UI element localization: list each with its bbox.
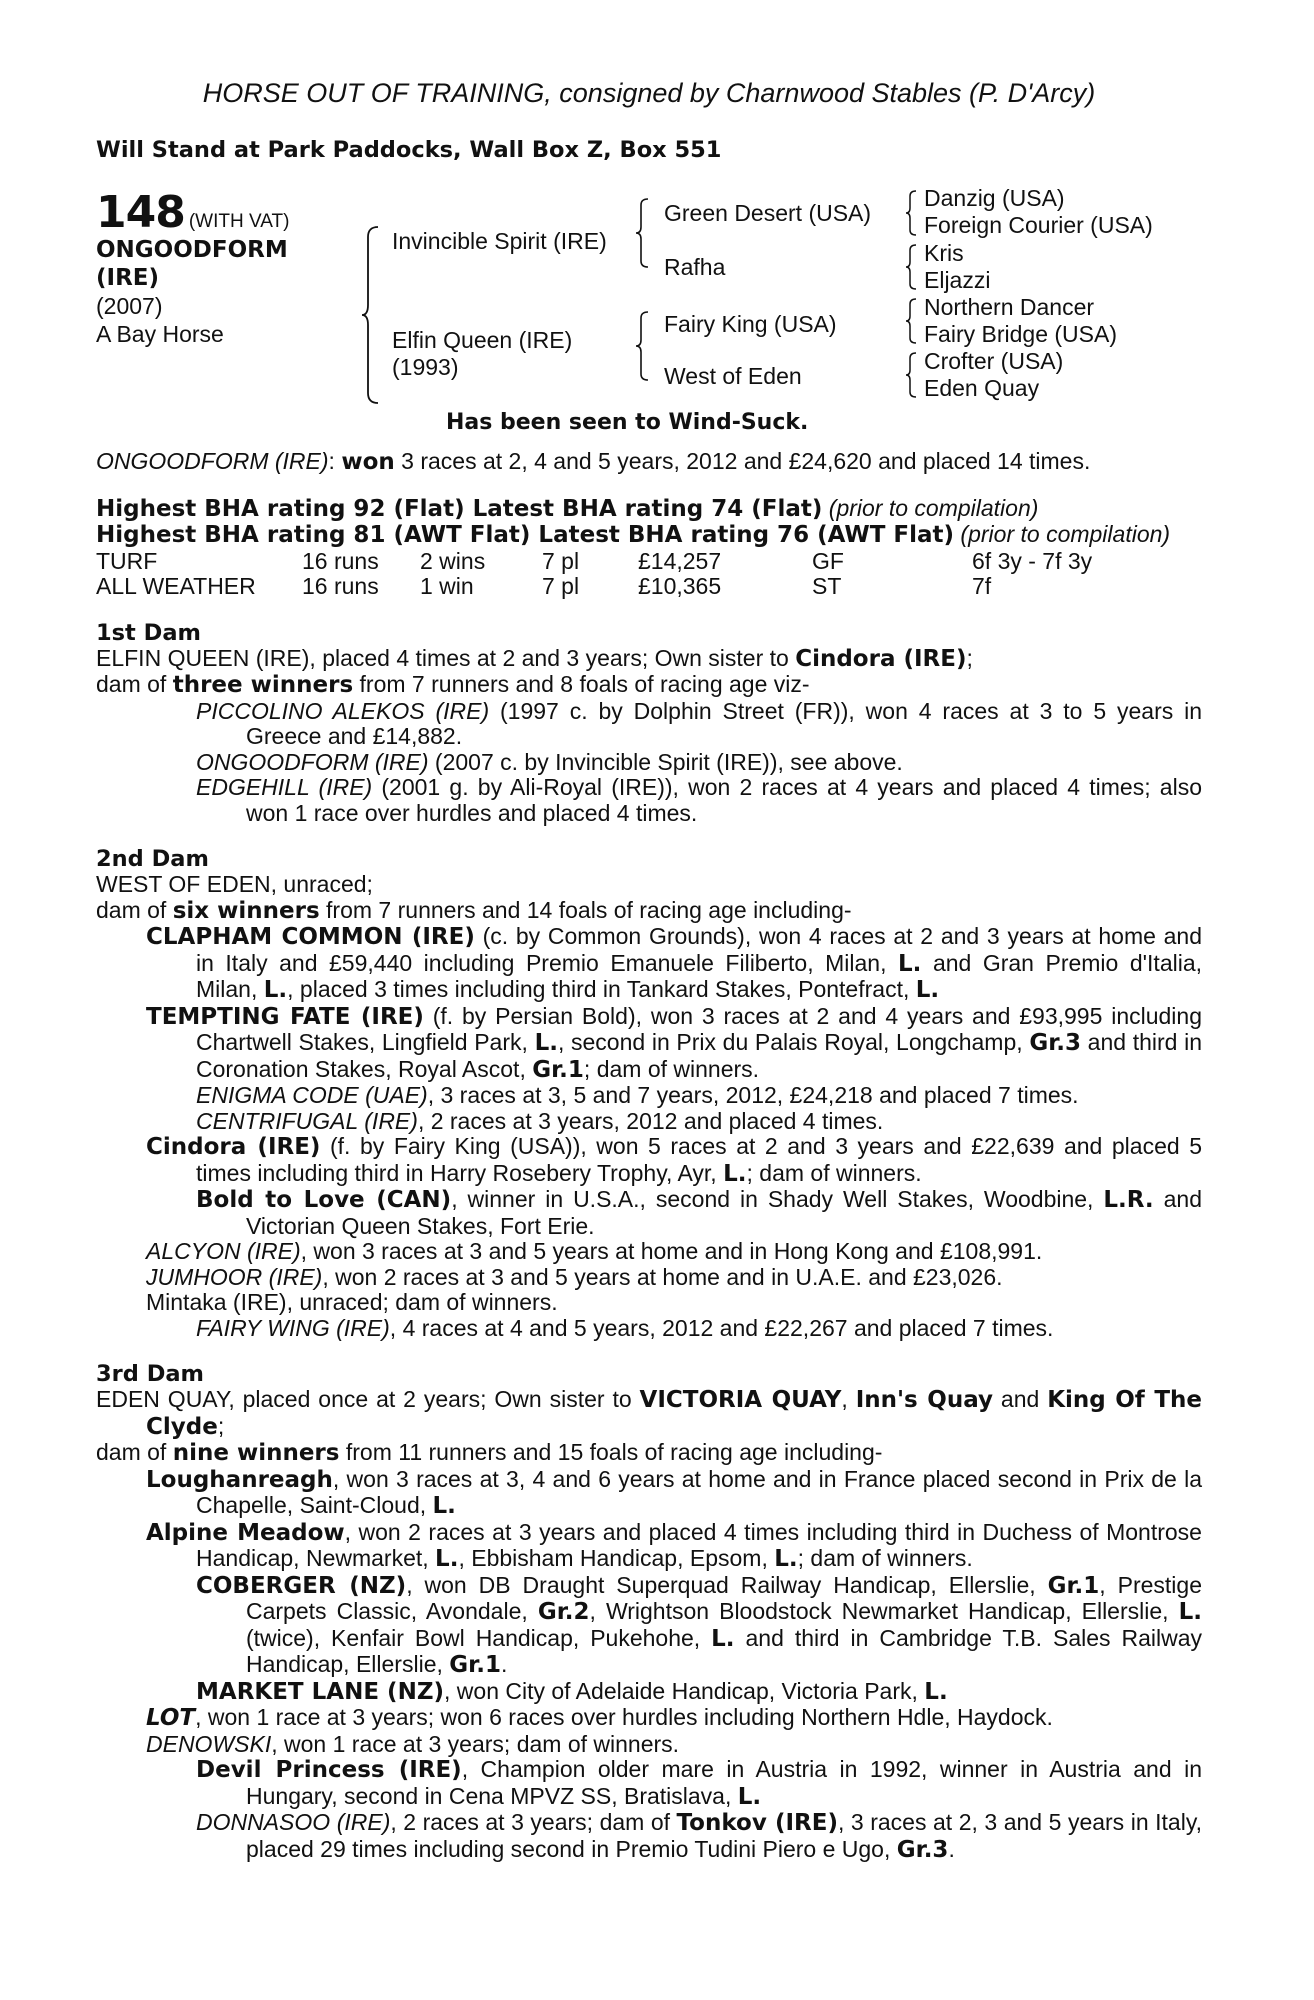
produce-mintaka: Mintaka (IRE), unraced; dam of winners. (146, 1289, 558, 1315)
produce-alpine-meadow: Alpine Meadow, won 2 races at 3 years and placed 4 times including third in Duchess of Montrose Handicap, Newmarket, L., Ebbisham Handicap, Epsom, L.; dam of winners. (146, 1518, 1202, 1572)
lot-number: 148 (96, 187, 185, 238)
pedigree-brace-ds (904, 297, 918, 345)
pedigree-brace-sd (904, 243, 918, 291)
produce-ongoodform: ONGOODFORM (IRE) (2007 c. by Invincible Spirit (IRE)), see above. (196, 748, 903, 775)
horse-description: A Bay Horse (96, 321, 224, 347)
pedigree-brace-ss (904, 189, 918, 237)
sire-dam-sire: Kris (924, 240, 964, 266)
dam-sire-sire: Northern Dancer (924, 294, 1095, 320)
produce-denowski: DENOWSKI, won 1 race at 3 years; dam of winners. (146, 1730, 680, 1757)
produce-enigma-code: ENIGMA CODE (UAE), 3 races at 3, 5 and 7 years, 2012, £24,218 and placed 7 times. (196, 1082, 1079, 1108)
dam-year: (1993) (392, 354, 459, 380)
dam-dam-dam: Eden Quay (924, 375, 1040, 401)
foaling-year: (2007) (96, 293, 163, 319)
second-dam-heading: 2nd Dam (96, 846, 209, 872)
windsuck-note: Has been seen to Wind-Suck. (446, 410, 809, 435)
produce-piccolino: PICCOLINO ALEKOS (IRE) (1997 c. by Dolphin Street (FR)), won 4 races at 3 to 5 years in Greece and £14,882. (196, 697, 1203, 749)
record-row-allweather: ALL WEATHER 16 runs 1 win 7 pl £10,365 ST 7f (96, 573, 992, 599)
sire-dam-dam: Eljazzi (924, 267, 991, 293)
stand-location: Will Stand at Park Paddocks, Wall Box Z, Box 551 (96, 137, 722, 163)
race-record-table (96, 549, 1202, 600)
rating-awt: Highest BHA rating 81 (AWT Flat) Latest BHA rating 76 (AWT Flat) (prior to compilation) (96, 521, 1171, 548)
produce-coberger: COBERGER (NZ), won DB Draught Superquad Railway Handicap, Ellerslie, Gr.1, Prestige Carpets Classic, Avondale, Gr.2, Wrightson Bloodstock Newmarket Handicap, Ellerslie, L. (twice), Kenfair Bowl Handicap, Pukehohe, L. and third in Cambridge T.B. Sales Railway Handicap, Ellerslie, Gr.1. (196, 1571, 1202, 1678)
horse-name: ONGOODFORM (96, 237, 288, 263)
dam-dam: West of Eden (664, 363, 802, 389)
sire-sire-dam: Foreign Courier (USA) (924, 212, 1153, 238)
first-dam-heading: 1st Dam (96, 619, 201, 646)
produce-jumhoor: JUMHOOR (IRE), won 2 races at 3 and 5 years at home and in U.A.E. and £23,026. (146, 1263, 1003, 1290)
horse-country: (IRE) (96, 265, 160, 291)
dam-dam-sire: Crofter (USA) (924, 348, 1064, 374)
sire-sire: Green Desert (USA) (664, 200, 872, 226)
rating-flat: Highest BHA rating 92 (Flat) Latest BHA rating 74 (Flat) (prior to compilation) (96, 494, 1039, 522)
produce-edgehill: EDGEHILL (IRE) (2001 g. by Ali-Royal (IRE)), won 2 races at 4 years and placed 4 times; also won 1 race over hurdles and placed 4 times. (196, 774, 1202, 826)
sire-dam: Rafha (664, 254, 726, 280)
pedigree-brace-dd (904, 351, 918, 399)
dam: Elfin Queen (IRE) (392, 327, 573, 353)
dam-sire: Fairy King (USA) (664, 311, 837, 337)
pedigree-brace-dam (634, 310, 650, 382)
third-dam-section: 3rd Dam EDEN QUAY, placed once at 2 years; Own sister to VICTORIA QUAY, Inn's Quay and King Of The Clyde; dam of nine winners from 11 runners and 15 foals of racing age including- Loughanreagh, won 3 races at 3, 4 and 6 years at home and in France placed second in Prix de la Chapelle, Saint-Cloud, L. Alpine Meadow, won 2 races at 3 years and placed 4 times including third in Duchess of Montrose Handicap, Newmarket, L., Ebbisham Handicap, Epsom, L.; dam of winners. COBERGER (NZ), won DB Draught Superquad Railway Handicap, Ellerslie, Gr.1, Prestige Carpets Classic, Avondale, Gr.2, Wrightson Bloodstock Newmarket Handicap, Ellerslie, L. (twice), Kenfair Bowl Handicap, Pukehohe, L. and third in Cambridge T.B. Sales Railway Handicap, Ellerslie, Gr.1. MARKET LANE (NZ), won City of Adelaide Handicap, Victoria Park, L. LOT, won 1 race at 3 years; won 6 races over hurdles including Northern Hdle, Haydock. DENOWSKI, won 1 race at 3 years; dam of winners. Devil Princess (IRE), Champion older mare in Austria in 1992, winner in Austria and in Hungary, second in Cena MPVZ SS, Bratislava, L. DONNASOO (IRE), 2 races at 3 years; dam of Tonkov (IRE), 3 races at 2, 3 and 5 years in Italy, placed 29 times including second in Premio Tudini Piero e Ugo, Gr.3. (96, 1361, 1203, 1863)
produce-alcyon: ALCYON (IRE), won 3 races at 3 and 5 years at home and in Hong Kong and £108,991. (146, 1238, 1043, 1264)
produce-clapham-common: CLAPHAM COMMON (IRE) (c. by Common Grounds), won 4 races at 2 and 3 years at home and in Italy and £59,440 including Premio Emanuele Filiberto, Milan, L. and Gran Premio d'Italia, Milan, L., placed 3 times including third in Tankard Stakes, Pontefract, L. (146, 923, 1203, 1003)
lot-details (96, 187, 356, 348)
vat-note: (WITH VAT) (188, 211, 290, 232)
produce-devil-princess: Devil Princess (IRE), Champion older mare in Austria in 1992, winner in Austria and in Hungary, second in Cena MPVZ SS, Bratislava, L. (196, 1756, 1202, 1810)
produce-market-lane: MARKET LANE (NZ), won City of Adelaide Handicap, Victoria Park, L. (196, 1677, 948, 1705)
second-dam-section: 2nd Dam WEST OF EDEN, unraced; dam of six winners from 7 runners and 14 foals of racing age including- CLAPHAM COMMON (IRE) (c. by Common Grounds), won 4 races at 2 and 3 years at home and in Italy and £59,440 including Premio Emanuele Filiberto, Milan, L. and Gran Premio d'Italia, Milan, L., placed 3 times including third in Tankard Stakes, Pontefract, L. TEMPTING FATE (IRE) (f. by Persian Bold), won 3 races at 2 and 4 years and £93,995 including Chartwell Stakes, Lingfield Park, L., second in Prix du Palais Royal, Longchamp, Gr.3 and third in Coronation Stakes, Royal Ascot, Gr.1; dam of winners. ENIGMA CODE (UAE), 3 races at 3, 5 and 7 years, 2012, £24,218 and placed 7 times. CENTRIFUGAL (IRE), 2 races at 3 years, 2012 and placed 4 times. Cindora (IRE) (f. by Fairy King (USA)), won 5 races at 2 and 3 years and £22,639 and placed 5 times including third in Harry Rosebery Trophy, Ayr, L.; dam of winners. Bold to Love (CAN), winner in U.S.A., second in Shady Well Stakes, Woodbine, L.R. and Victorian Queen Stakes, Fort Erie. ALCYON (IRE), won 3 races at 3 and 5 years at home and in Hong Kong and £108,991. JUMHOOR (IRE), won 2 races at 3 and 5 years at home and in U.A.E. and £23,026. Mintaka (IRE), unraced; dam of winners. FAIRY WING (IRE), 4 races at 4 and 5 years, 2012 and £22,267 and placed 7 times. (96, 846, 1203, 1341)
produce-centrifugal: CENTRIFUGAL (IRE), 2 races at 3 years, 2012 and placed 4 times. (196, 1107, 884, 1134)
catalogue-page (96, 78, 1202, 1863)
sire-sire-sire: Danzig (USA) (924, 185, 1065, 211)
produce-cindora: Cindora (IRE) (f. by Fairy King (USA)), won 5 races at 2 and 3 years and £22,639 and placed 5 times including third in Harry Rosebery Trophy, Ayr, L.; dam of winners. (146, 1133, 1203, 1187)
produce-fairy-wing: FAIRY WING (IRE), 4 races at 4 and 5 years, 2012 and £22,267 and placed 7 times. (196, 1314, 1054, 1341)
produce-bold-to-love: Bold to Love (CAN), winner in U.S.A., second in Shady Well Stakes, Woodbine, L.R. and Victorian Queen Stakes, Fort Erie. (196, 1186, 1203, 1239)
produce-tempting-fate: TEMPTING FATE (IRE) (f. by Persian Bold), won 3 races at 2 and 4 years and £93,995 including Chartwell Stakes, Lingfield Park, L., second in Prix du Palais Royal, Longchamp, Gr.3 and third in Coronation Stakes, Royal Ascot, Gr.1; dam of winners. (146, 1002, 1203, 1083)
third-dam-heading: 3rd Dam (96, 1361, 204, 1387)
page-header: HORSE OUT OF TRAINING, consigned by Charnwood Stables (P. D'Arcy) (202, 78, 1096, 108)
first-dam-section: 1st Dam ELFIN QUEEN (IRE), placed 4 times at 2 and 3 years; Own sister to Cindora (IRE); dam of three winners from 7 runners and 8 foals of racing age viz- PICCOLINO ALEKOS (IRE) (1997 c. by Dolphin Street (FR)), won 4 races at 3 to 5 years in Greece and £14,882. ONGOODFORM (IRE) (2007 c. by Invincible Spirit (IRE)), see above. EDGEHILL (IRE) (2001 g. by Ali-Royal (IRE)), won 2 races at 4 years and placed 4 times; also won 1 race over hurdles and placed 4 times. (96, 619, 1203, 826)
pedigree-block (96, 185, 1202, 435)
race-summary: ONGOODFORM (IRE): won 3 races at 2, 4 and 5 years, 2012 and £24,620 and placed 14 times. (96, 448, 1091, 475)
record-row-turf: TURF 16 runs 2 wins 7 pl £14,257 GF 6f 3y - 7f 3y (96, 547, 1093, 574)
dam-sire-dam: Fairy Bridge (USA) (924, 321, 1117, 347)
pedigree-brace-main (360, 225, 382, 405)
produce-donnasoo: DONNASOO (IRE), 2 races at 3 years; dam of Tonkov (IRE), 3 races at 2, 3 and 5 years in Italy, placed 29 times including second in Premio Tudini Piero e Ugo, Gr.3. (196, 1809, 1203, 1863)
produce-lot: LOT, won 1 race at 3 years; won 6 races over hurdles including Northern Hdle, Haydock. (146, 1704, 1053, 1731)
produce-loughanreagh: Loughanreagh, won 3 races at 3, 4 and 6 years at home and in France placed second in Prix de la Chapelle, Saint-Cloud, L. (146, 1465, 1202, 1519)
sire: Invincible Spirit (IRE) (392, 228, 607, 254)
pedigree-brace-sire (634, 197, 650, 269)
